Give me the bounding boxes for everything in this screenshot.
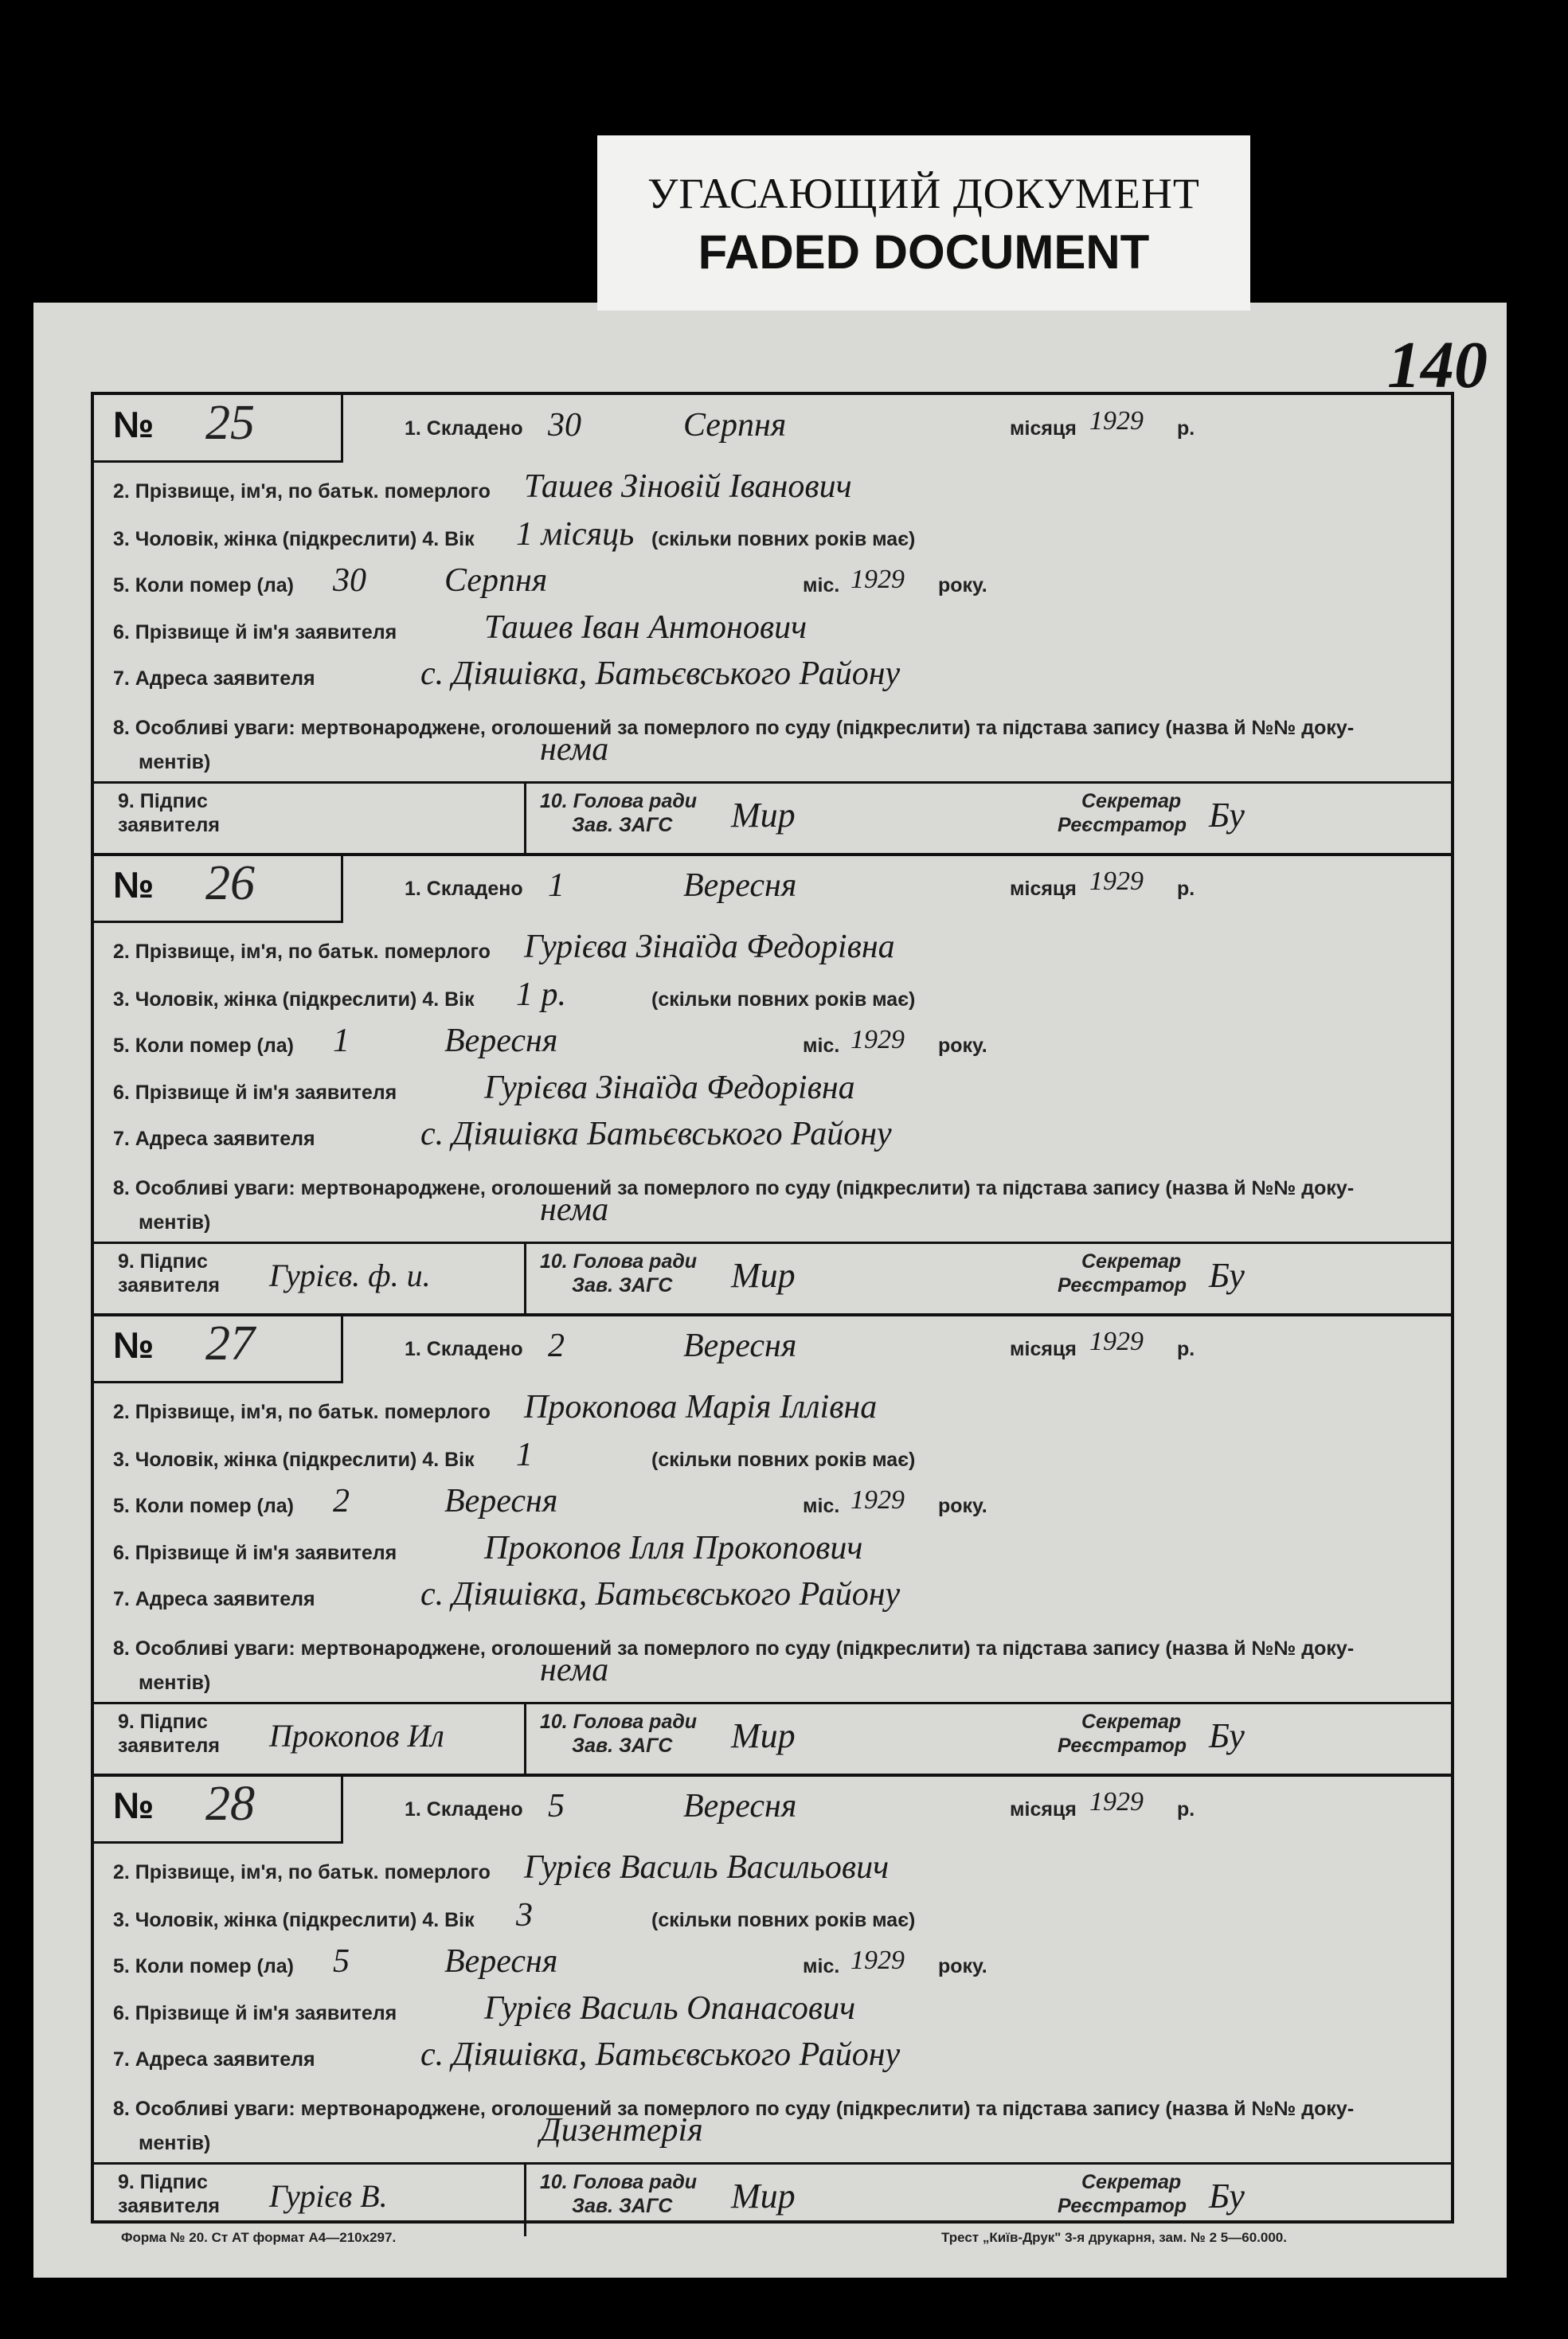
- notes-value: нема: [540, 1191, 609, 1228]
- record-number-box: [94, 395, 343, 463]
- age-value: 1 місяць: [516, 516, 635, 553]
- deceased-name: Гурієв Василь Васильович: [524, 1849, 890, 1886]
- signature-row: [94, 1704, 1451, 1776]
- month-label: місяця: [1010, 417, 1077, 440]
- applicant-signature: Прокопов Ил: [269, 1718, 444, 1754]
- notes-label: 8. Особливі уваги: мертвонароджене, оголошений за померлого по суду (підкреслити) та підстава запису (назва й №№ доку-: [113, 1177, 1355, 1199]
- month-label: місяця: [1010, 878, 1077, 900]
- registrar-head-label: Зав. ЗАГС: [572, 2195, 673, 2217]
- applicant-label: 6. Прізвище й ім'я заявителя: [113, 621, 397, 643]
- record-number: 28: [205, 1777, 255, 1831]
- deceased-name: Ташев Зіновій Іванович: [524, 468, 852, 505]
- applicant-signature: Гурієв. ф. и.: [269, 1258, 431, 1293]
- composed-month: Серпня: [683, 407, 787, 444]
- gender-age-label: 3. Чоловік, жінка (підкреслити) 4. Вік: [113, 528, 475, 550]
- gender-age-label: 3. Чоловік, жінка (підкреслити) 4. Вік: [113, 988, 475, 1011]
- form-footer-left: Форма № 20. Ст АТ формат А4—210х297.: [121, 2230, 397, 2245]
- address-label: 7. Адреса заявителя: [113, 2048, 315, 2071]
- age-hint: (скільки повних років має): [651, 1909, 916, 1931]
- applicant-label: 6. Прізвище й ім'я заявителя: [113, 2002, 397, 2024]
- registrar-label: Реєстратор: [1058, 814, 1187, 836]
- registrar-head-label: Зав. ЗАГС: [572, 814, 673, 836]
- head-signature: Мир: [731, 1256, 796, 1295]
- composed-label: 1. Складено: [405, 417, 523, 440]
- died-year: 1929: [850, 565, 905, 594]
- died-day: 2: [333, 1483, 350, 1520]
- registrar-label: Реєстратор: [1058, 1735, 1187, 1757]
- death-record-entry: [94, 395, 1451, 855]
- notes-value: Дизентерія: [540, 2112, 703, 2149]
- applicant-address: с. Діяшівка, Батьєвського Району: [420, 2036, 901, 2073]
- record-number-box: [94, 1776, 343, 1844]
- composed-day: 1: [548, 867, 565, 904]
- surname-label: 2. Прізвище, ім'я, по батьк. померлого: [113, 941, 491, 963]
- applicant-sign-label: заявителя: [118, 2195, 220, 2217]
- address-label: 7. Адреса заявителя: [113, 667, 315, 690]
- number-sign: №: [113, 1785, 154, 1826]
- died-label: 5. Коли помер (ла): [113, 1495, 294, 1517]
- form-footer-right: Трест „Київ-Друк" 3-я друкарня, зам. № 2 5—60.000.: [941, 2230, 1287, 2245]
- sign-label: 9. Підпис: [118, 790, 208, 812]
- surname-label: 2. Прізвище, ім'я, по батьк. померлого: [113, 1401, 491, 1423]
- died-day: 1: [333, 1023, 350, 1059]
- applicant-label: 6. Прізвище й ім'я заявителя: [113, 1542, 397, 1564]
- faded-label-en: FADED DOCUMENT: [698, 225, 1150, 279]
- age-value: 1: [516, 1437, 533, 1473]
- signature-row: [94, 2165, 1451, 2236]
- death-register-form: [91, 392, 1454, 2224]
- notes-cont-label: ментів): [139, 1672, 211, 1694]
- notes-cont-label: ментів): [139, 1211, 211, 1234]
- applicant-address: с. Діяшівка, Батьєвського Району: [420, 1576, 901, 1613]
- applicant-name: Прокопов Ілля Прокопович: [484, 1530, 863, 1567]
- age-hint: (скільки повних років має): [651, 528, 916, 550]
- mis-label: міс.: [803, 1035, 840, 1057]
- month-label: місяця: [1010, 1798, 1077, 1821]
- applicant-name: Гурієва Зінаїда Федорівна: [484, 1070, 855, 1106]
- applicant-name: Ташев Іван Антонович: [484, 609, 807, 646]
- registrar-head-label: Зав. ЗАГС: [572, 1735, 673, 1757]
- year-suffix: р.: [1177, 1338, 1195, 1360]
- death-record-entry: [94, 1776, 1451, 2227]
- signature-row: [94, 784, 1451, 855]
- record-page: [33, 303, 1507, 2278]
- died-label: 5. Коли помер (ла): [113, 1955, 294, 1977]
- sig-separator: [524, 1704, 526, 1776]
- applicant-name: Гурієв Василь Опанасович: [484, 1990, 856, 2027]
- sig-separator: [524, 1244, 526, 1316]
- applicant-address: с. Діяшівка Батьєвського Району: [420, 1116, 892, 1152]
- record-number-box: [94, 855, 343, 923]
- sig-separator: [524, 2165, 526, 2236]
- notes-label: 8. Особливі уваги: мертвонароджене, оголошений за померлого по суду (підкреслити) та підстава запису (назва й №№ доку-: [113, 2098, 1355, 2120]
- notes-cont-label: ментів): [139, 2132, 211, 2154]
- notes-value: нема: [540, 1652, 609, 1688]
- address-label: 7. Адреса заявителя: [113, 1588, 315, 1610]
- applicant-signature: Гурієв В.: [269, 2178, 388, 2214]
- sign-label: 9. Підпис: [118, 2171, 208, 2193]
- secretary-label: Секретар: [1081, 1711, 1182, 1733]
- died-year: 1929: [850, 1485, 905, 1515]
- faded-document-card: [597, 135, 1250, 311]
- deceased-name: Гурієва Зінаїда Федорівна: [524, 929, 895, 965]
- page-number: 140: [1387, 328, 1488, 402]
- head-label: 10. Голова ради: [540, 1250, 698, 1273]
- year-word: року.: [938, 1035, 987, 1057]
- sign-label: 9. Підпис: [118, 1250, 208, 1273]
- age-value: 1 р.: [516, 976, 566, 1013]
- died-day: 30: [333, 562, 366, 599]
- mis-label: міс.: [803, 1955, 840, 1977]
- notes-value: нема: [540, 731, 609, 768]
- died-month: Вересня: [444, 1943, 558, 1980]
- notes-cont-label: ментів): [139, 751, 211, 773]
- surname-label: 2. Прізвище, ім'я, по батьк. померлого: [113, 480, 491, 503]
- composed-label: 1. Складено: [405, 878, 523, 900]
- composed-day: 30: [548, 407, 581, 444]
- died-label: 5. Коли помер (ла): [113, 574, 294, 596]
- composed-day: 5: [548, 1788, 565, 1825]
- year-word: року.: [938, 1955, 987, 1977]
- died-year: 1929: [850, 1946, 905, 1975]
- composed-label: 1. Складено: [405, 1798, 523, 1821]
- head-label: 10. Голова ради: [540, 790, 698, 812]
- applicant-address: с. Діяшівка, Батьєвського Району: [420, 655, 901, 692]
- died-month: Вересня: [444, 1023, 558, 1059]
- died-day: 5: [333, 1943, 350, 1980]
- record-number: 25: [205, 396, 255, 450]
- faded-label-ru: УГАСАЮЩИЙ ДОКУМЕНТ: [647, 170, 1200, 217]
- deceased-name: Прокопова Марія Іллівна: [524, 1389, 878, 1426]
- composed-day: 2: [548, 1328, 565, 1364]
- sign-label: 9. Підпис: [118, 1711, 208, 1733]
- number-sign: №: [113, 1324, 154, 1366]
- died-label: 5. Коли помер (ла): [113, 1035, 294, 1057]
- number-sign: №: [113, 404, 154, 445]
- applicant-label: 6. Прізвище й ім'я заявителя: [113, 1081, 397, 1104]
- composed-month: Вересня: [683, 1328, 797, 1364]
- died-month: Вересня: [444, 1483, 558, 1520]
- mis-label: міс.: [803, 1495, 840, 1517]
- head-signature: Мир: [731, 2177, 796, 2216]
- secretary-signature: Бу: [1209, 1256, 1245, 1295]
- head-signature: Мир: [731, 1716, 796, 1755]
- died-month: Серпня: [444, 562, 548, 599]
- head-label: 10. Голова ради: [540, 2171, 698, 2193]
- year-suffix: р.: [1177, 878, 1195, 900]
- registrar-label: Реєстратор: [1058, 2195, 1187, 2217]
- applicant-sign-label: заявителя: [118, 1274, 220, 1297]
- record-number: 27: [205, 1316, 255, 1371]
- record-number-box: [94, 1316, 343, 1383]
- secretary-label: Секретар: [1081, 790, 1182, 812]
- year-suffix: р.: [1177, 417, 1195, 440]
- secretary-signature: Бу: [1209, 796, 1245, 835]
- applicant-sign-label: заявителя: [118, 814, 220, 836]
- registrar-label: Реєстратор: [1058, 1274, 1187, 1297]
- sig-separator: [524, 784, 526, 855]
- number-sign: №: [113, 864, 154, 905]
- year-word: року.: [938, 1495, 987, 1517]
- gender-age-label: 3. Чоловік, жінка (підкреслити) 4. Вік: [113, 1449, 475, 1471]
- age-hint: (скільки повних років має): [651, 1449, 916, 1471]
- composed-label: 1. Складено: [405, 1338, 523, 1360]
- gender-age-label: 3. Чоловік, жінка (підкреслити) 4. Вік: [113, 1909, 475, 1931]
- secretary-label: Секретар: [1081, 1250, 1182, 1273]
- composed-month: Вересня: [683, 1788, 797, 1825]
- age-hint: (скільки повних років має): [651, 988, 916, 1011]
- year-word: року.: [938, 574, 987, 596]
- mis-label: міс.: [803, 574, 840, 596]
- secretary-label: Секретар: [1081, 2171, 1182, 2193]
- notes-label: 8. Особливі уваги: мертвонароджене, оголошений за померлого по суду (підкреслити) та підстава запису (назва й №№ доку-: [113, 1637, 1355, 1660]
- composed-year: 1929: [1089, 866, 1144, 896]
- composed-month: Вересня: [683, 867, 797, 904]
- year-suffix: р.: [1177, 1798, 1195, 1821]
- death-record-entry: [94, 1316, 1451, 1776]
- notes-label: 8. Особливі уваги: мертвонароджене, оголошений за померлого по суду (підкреслити) та підстава запису (назва й №№ доку-: [113, 717, 1355, 739]
- composed-year: 1929: [1089, 1787, 1144, 1817]
- secretary-signature: Бу: [1209, 2177, 1245, 2216]
- composed-year: 1929: [1089, 406, 1144, 436]
- head-label: 10. Голова ради: [540, 1711, 698, 1733]
- record-number: 26: [205, 856, 255, 910]
- age-value: 3: [516, 1897, 533, 1934]
- composed-year: 1929: [1089, 1327, 1144, 1356]
- registrar-head-label: Зав. ЗАГС: [572, 1274, 673, 1297]
- died-year: 1929: [850, 1025, 905, 1054]
- signature-row: [94, 1244, 1451, 1316]
- month-label: місяця: [1010, 1338, 1077, 1360]
- address-label: 7. Адреса заявителя: [113, 1128, 315, 1150]
- death-record-entry: [94, 855, 1451, 1316]
- surname-label: 2. Прізвище, ім'я, по батьк. померлого: [113, 1861, 491, 1883]
- secretary-signature: Бу: [1209, 1716, 1245, 1755]
- head-signature: Мир: [731, 796, 796, 835]
- applicant-sign-label: заявителя: [118, 1735, 220, 1757]
